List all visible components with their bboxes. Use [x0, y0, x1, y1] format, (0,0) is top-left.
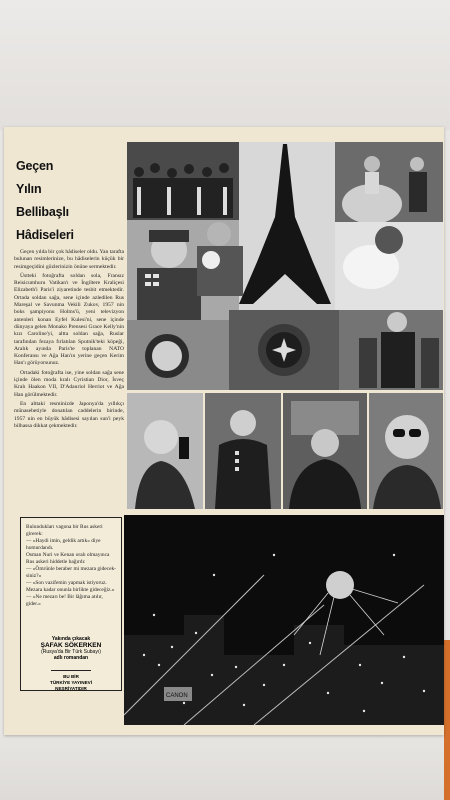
night-city-image [124, 515, 444, 725]
ad-subtitle: (Rusya'da Bir Türk Subayı) [41, 649, 101, 655]
left-column [10, 127, 122, 735]
ad-line: — «Ne mezarı be! Bir lâğıma atılır, gider.» [26, 594, 103, 607]
photo-collage [127, 142, 443, 390]
publisher-line-2: TÜRKİYE YAYINEVİ [50, 680, 92, 685]
photo-aga-khan [369, 393, 443, 509]
photo-king-haakon [205, 393, 281, 509]
paragraph: Ortadaki fotoğrafta ise, yine soldan sağa sene içinde ölen moda kralı Cyristian Dior, İsveç Kralı Haakon VII, D'Adauriol Herriot ve Ağa Han görülmektedir. [14, 369, 124, 398]
ad-type: adlı romandan [53, 655, 89, 661]
headline-line-4: Hâdiseleri [16, 228, 74, 242]
paragraph: En alttaki resminizde Japonya'da yıllıkçı münasebetiyle donatılan caddelerin birinde, 1957 nin en büyük hâdisesi sayılan sun'i peyk bilhassa dikkat çekmektedir. [14, 400, 124, 429]
publisher-line-1: BU BİR [63, 674, 79, 679]
photo-night-city-sputnik [124, 515, 444, 725]
ad-divider [51, 670, 91, 671]
portrait-image [369, 393, 443, 509]
portrait-image [283, 393, 367, 509]
publisher-line-3: NEŞRİYATIDIR [55, 686, 87, 691]
collage-image [127, 142, 443, 390]
ad-line: — «Haydi imin, geldik artık» diye homurdandı. [26, 538, 101, 551]
paragraph: Geçen yılda bir çok hâdiseler oldu. Yan tarafta bulunan resimlerinize, bu hâdiselerin küçük bir resimgeçidini gözlerinizin önüne sermektedir. [14, 249, 124, 270]
background-bottom [0, 735, 450, 800]
ad-excerpt [26, 524, 116, 608]
headline [16, 155, 122, 247]
portrait-image [205, 393, 281, 509]
photo-herriot [283, 393, 367, 509]
ad-line: — «Ömrünle beraber mi mezara gidecek-siniz?» [26, 566, 116, 579]
novel-advertisement [20, 517, 122, 691]
sign-text: CANON [166, 693, 188, 699]
background-top [0, 0, 450, 130]
ad-author: ŞAFAK SÖKERKEN [40, 642, 102, 649]
ad-title-block [26, 636, 116, 661]
magazine-page [4, 127, 444, 735]
ad-line: Bulundukları vagona bir Rus askeri girerek: [26, 524, 103, 537]
headline-line-1: Geçen [16, 159, 54, 173]
headline-line-2: Yılın [16, 182, 42, 196]
photo-dior [127, 393, 203, 509]
article-body [14, 249, 124, 432]
paragraph: Üstteki fotoğrafta soldan sola, Fransız Reisicumhuru Vatikan'ı ve İngiltere Kraliçesi Elizabeth'i Paris'i ziyaretinde tesbit etmektedir. Ortada soldan sağa, sene içinde azledilen Rus Mareşal ve Savunma Vekili Zukov, 1957 nin boks şampiyonu Holms'ü, yeni televizyon antenleri konan Eyfel Kulesi'ni, sene içinde dünyaya gelen Monako Prensesi Grace Kelly'nin kızı Caroline'yi, altta soldan sağa, Ruslar tarafından fezaya fırlatılan Sputnik'teki köpeği, Aralık ayında Paris'te toplanan NATO Konferansı ve Ağa Han'ın yerine geçen Kerim Han'ı görüyorsunuz. [14, 272, 124, 367]
ad-publisher [26, 674, 116, 692]
ad-line: — «Son vazifemin yapmak istiyoruz. Mezara kadar onunla birlikte gideceğiz.» [26, 580, 115, 593]
ad-soon: Yakında çıkacak [51, 636, 91, 642]
portrait-image [127, 393, 203, 509]
ad-line: Osman Nuri ve Kenan oralı olmayınca Rus askeri hiddetle bağırdı: [26, 552, 110, 565]
headline-line-3: Bellibaşlı [16, 205, 69, 219]
orange-edge [444, 640, 450, 800]
